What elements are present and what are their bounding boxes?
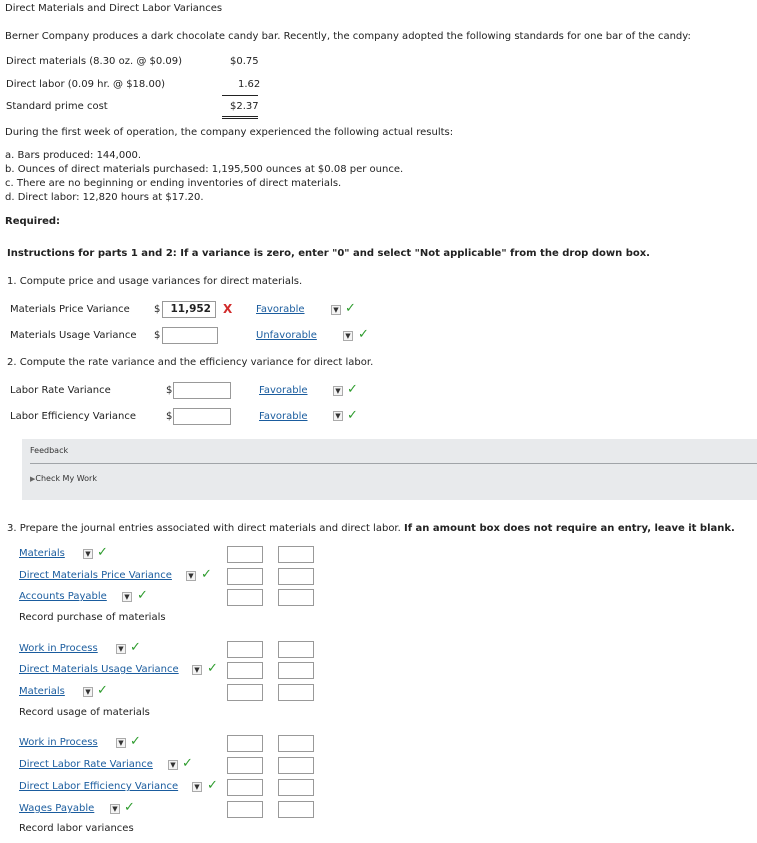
- debit-input[interactable]: [227, 779, 263, 796]
- check-icon: ✓: [97, 545, 108, 560]
- page-title: Direct Materials and Direct Labor Variances: [5, 3, 223, 14]
- feedback-panel: [22, 439, 757, 500]
- check-my-work-label: Check My Work: [35, 474, 97, 483]
- debit-input[interactable]: [227, 735, 263, 752]
- part3-prompt: 3. Prepare the journal entries associated with direct materials and direct labor. If an amount box does not require an entry, leave it blank.: [7, 523, 735, 534]
- standard-value: 1.62: [238, 79, 261, 90]
- chevron-down-icon[interactable]: ▼: [83, 687, 93, 697]
- check-icon: ✓: [358, 327, 369, 342]
- check-icon: ✓: [124, 800, 135, 815]
- check-icon: ✓: [345, 301, 356, 316]
- currency-symbol: $: [154, 304, 161, 315]
- check-icon: ✓: [130, 640, 141, 655]
- variance-label: Materials Price Variance: [10, 304, 130, 315]
- chevron-down-icon[interactable]: ▼: [192, 782, 202, 792]
- chevron-down-icon[interactable]: ▼: [83, 549, 93, 559]
- chevron-down-icon[interactable]: ▼: [110, 804, 120, 814]
- chevron-down-icon[interactable]: ▼: [333, 411, 343, 421]
- labor-rate-variance-input[interactable]: [173, 382, 231, 399]
- journal-memo: Record labor variances: [19, 823, 134, 834]
- divider: [222, 116, 258, 117]
- materials-price-variance-input[interactable]: 11,952: [162, 301, 216, 318]
- chevron-down-icon[interactable]: ▼: [168, 760, 178, 770]
- actual-item: d. Direct labor: 12,820 hours at $17.20.: [5, 192, 204, 203]
- journal-account-select[interactable]: Materials: [19, 686, 65, 697]
- journal-account-select[interactable]: Direct Materials Price Variance: [19, 570, 172, 581]
- part1-prompt: 1. Compute price and usage variances for direct materials.: [7, 276, 303, 287]
- journal-account-select[interactable]: Work in Process: [19, 643, 98, 654]
- labor-rate-variance-select[interactable]: Favorable: [259, 385, 308, 396]
- chevron-down-icon[interactable]: ▼: [116, 644, 126, 654]
- credit-input[interactable]: [278, 568, 314, 585]
- variance-label: Labor Rate Variance: [10, 385, 111, 396]
- debit-input[interactable]: [227, 568, 263, 585]
- check-icon: ✓: [130, 734, 141, 749]
- divider: [222, 95, 258, 96]
- check-icon: ✓: [347, 408, 358, 423]
- actual-item: b. Ounces of direct materials purchased: 1,195,500 ounces at $0.08 per ounce.: [5, 164, 404, 175]
- journal-memo: Record usage of materials: [19, 707, 150, 718]
- chevron-down-icon[interactable]: ▼: [122, 592, 132, 602]
- journal-account-select[interactable]: Direct Labor Efficiency Variance: [19, 781, 179, 792]
- check-icon: ✓: [207, 778, 218, 793]
- currency-symbol: $: [166, 411, 173, 422]
- currency-symbol: $: [166, 385, 173, 396]
- credit-input[interactable]: [278, 546, 314, 563]
- materials-usage-variance-input[interactable]: [162, 327, 218, 344]
- standard-value: $0.75: [230, 56, 259, 67]
- variance-label: Labor Efficiency Variance: [10, 411, 137, 422]
- debit-input[interactable]: [227, 684, 263, 701]
- divider: [30, 463, 757, 464]
- labor-efficiency-variance-input[interactable]: [173, 408, 231, 425]
- debit-input[interactable]: [227, 801, 263, 818]
- standard-label: Standard prime cost: [6, 101, 108, 112]
- instructions: Instructions for parts 1 and 2: If a variance is zero, enter "0" and select "Not applicable" from the drop down box.: [7, 248, 650, 259]
- journal-account-select[interactable]: Accounts Payable: [19, 591, 107, 602]
- credit-input[interactable]: [278, 684, 314, 701]
- journal-account-select[interactable]: Direct Labor Rate Variance: [19, 759, 153, 770]
- credit-input[interactable]: [278, 662, 314, 679]
- check-icon: ✓: [97, 683, 108, 698]
- standard-label: Direct labor (0.09 hr. @ $18.00): [6, 79, 166, 90]
- part2-prompt: 2. Compute the rate variance and the efficiency variance for direct labor.: [7, 357, 374, 368]
- check-icon: ✓: [137, 588, 148, 603]
- triangle-right-icon: ▶: [30, 475, 36, 483]
- journal-account-select[interactable]: Wages Payable: [19, 803, 95, 814]
- credit-input[interactable]: [278, 735, 314, 752]
- check-my-work-toggle[interactable]: [30, 474, 97, 483]
- currency-symbol: $: [154, 330, 161, 341]
- check-icon: ✓: [201, 567, 212, 582]
- chevron-down-icon[interactable]: ▼: [192, 665, 202, 675]
- divider: [222, 118, 258, 119]
- debit-input[interactable]: [227, 641, 263, 658]
- chevron-down-icon[interactable]: ▼: [343, 331, 353, 341]
- credit-input[interactable]: [278, 641, 314, 658]
- credit-input[interactable]: [278, 589, 314, 606]
- standard-value: $2.37: [230, 101, 259, 112]
- journal-memo: Record purchase of materials: [19, 612, 166, 623]
- chevron-down-icon[interactable]: ▼: [186, 571, 196, 581]
- materials-price-variance-select[interactable]: Favorable: [256, 304, 305, 315]
- journal-account-select[interactable]: Materials: [19, 548, 65, 559]
- check-icon: ✓: [347, 382, 358, 397]
- standard-label: Direct materials (8.30 oz. @ $0.09): [6, 56, 183, 67]
- debit-input[interactable]: [227, 546, 263, 563]
- debit-input[interactable]: [227, 662, 263, 679]
- feedback-label: Feedback: [30, 446, 69, 455]
- chevron-down-icon[interactable]: ▼: [331, 305, 341, 315]
- labor-efficiency-variance-select[interactable]: Favorable: [259, 411, 308, 422]
- chevron-down-icon[interactable]: ▼: [116, 738, 126, 748]
- required-heading: Required:: [5, 216, 61, 227]
- materials-usage-variance-select[interactable]: Unfavorable: [256, 330, 317, 341]
- credit-input[interactable]: [278, 757, 314, 774]
- chevron-down-icon[interactable]: ▼: [333, 386, 343, 396]
- x-icon: X: [223, 302, 233, 316]
- journal-account-select[interactable]: Direct Materials Usage Variance: [19, 664, 179, 675]
- actual-intro: During the first week of operation, the company experienced the following actual results:: [5, 127, 454, 138]
- credit-input[interactable]: [278, 801, 314, 818]
- journal-account-select[interactable]: Work in Process: [19, 737, 98, 748]
- check-icon: ✓: [207, 661, 218, 676]
- actual-item: c. There are no beginning or ending inventories of direct materials.: [5, 178, 342, 189]
- credit-input[interactable]: [278, 779, 314, 796]
- debit-input[interactable]: [227, 589, 263, 606]
- check-icon: ✓: [182, 756, 193, 771]
- actual-item: a. Bars produced: 144,000.: [5, 150, 142, 161]
- variance-label: Materials Usage Variance: [10, 330, 137, 341]
- debit-input[interactable]: [227, 757, 263, 774]
- intro-text: Berner Company produces a dark chocolate candy bar. Recently, the company adopted the following standards for one bar of the candy:: [5, 31, 691, 42]
